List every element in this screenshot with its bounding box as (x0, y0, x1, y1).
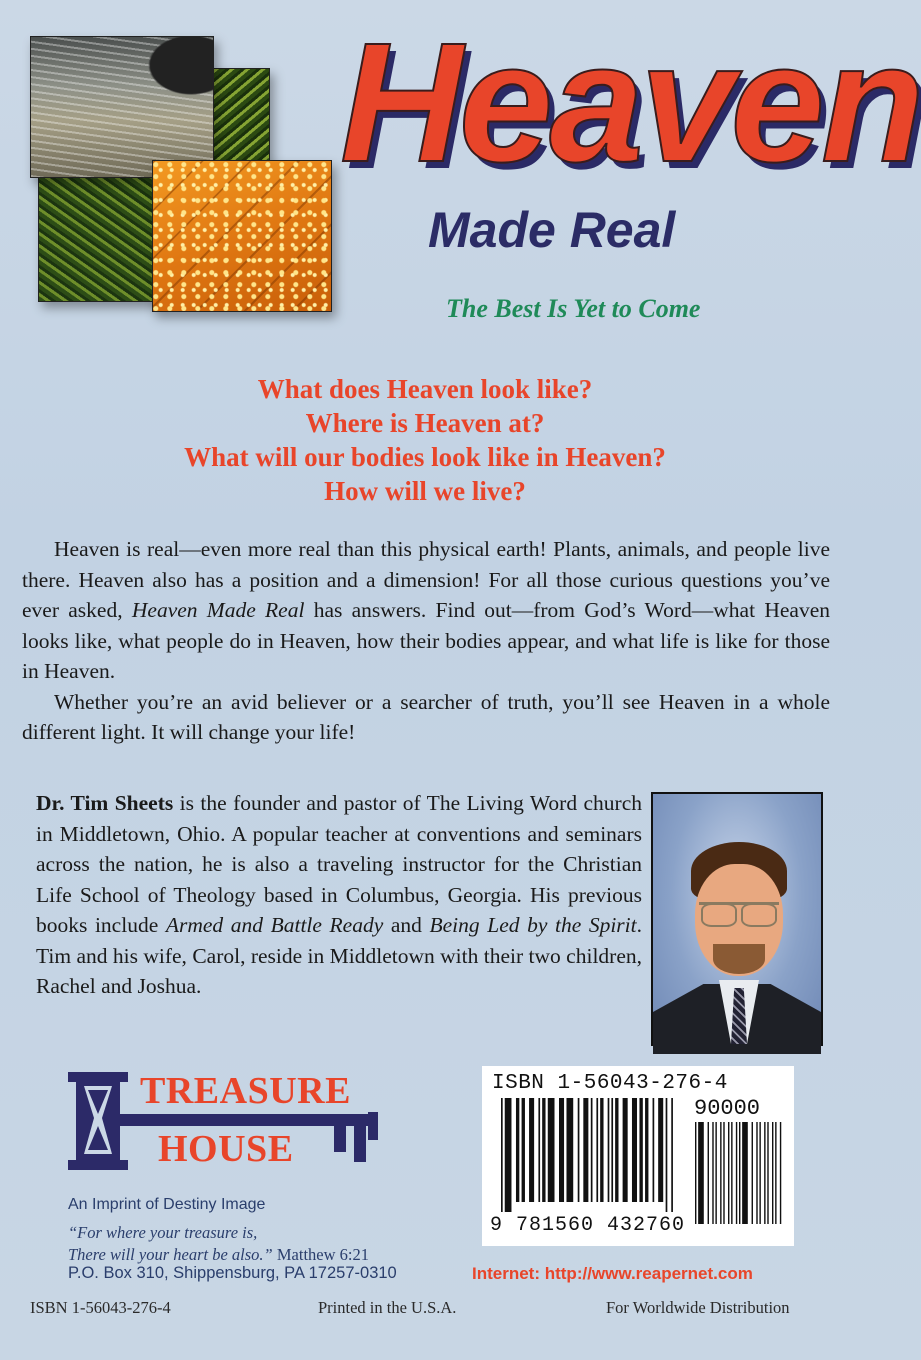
barcode-bar (764, 1122, 765, 1224)
publisher-logo-house: HOUSE (158, 1128, 294, 1170)
barcode-bar (501, 1098, 503, 1212)
barcode-bar (731, 1122, 732, 1224)
barcode-bar (529, 1098, 534, 1202)
question: What does Heaven look like? (257, 374, 593, 404)
description-text: Heaven is real—even more real than this physical earth! Plants, animals, and people live there. Heaven also has a position and a dimension! For all those curious questions you’ve ever asked, (22, 537, 830, 622)
barcode-bar (608, 1098, 610, 1202)
quote-reference: Matthew 6:21 (272, 1245, 369, 1264)
barcode-bar (542, 1098, 545, 1202)
barcode-bar (698, 1122, 704, 1224)
barcode-bar (728, 1122, 729, 1224)
bio-text: and (383, 913, 430, 937)
barcode-bar (615, 1098, 618, 1202)
scripture-quote (68, 1222, 369, 1266)
description-paragraph: Whether you’re an avid believer or a searcher of truth, you’ll see Heaven in a whole different light. It will change your life! (22, 689, 830, 744)
website-url: Internet: http://www.reapernet.com (472, 1264, 753, 1283)
publisher-logo-treasure: TREASURE (140, 1070, 351, 1112)
barcode-bar (538, 1098, 540, 1202)
previous-book-title: Being Led by the Spirit (429, 913, 637, 937)
barcode-bar (736, 1122, 737, 1224)
barcode-bar (715, 1122, 716, 1224)
bio-text: . Tim and his wife, Carol, reside in Middletown with their two children, Rachel and Joshua. (36, 913, 642, 998)
barcode-bar (516, 1098, 519, 1202)
barcode-bar (752, 1122, 753, 1224)
author-photo (651, 792, 823, 1046)
barcode-bar (548, 1098, 555, 1202)
barcode-bar (742, 1122, 748, 1224)
description-paragraph (22, 534, 830, 687)
book-subtitle: Made Real (428, 202, 676, 258)
barcode-bar (600, 1098, 603, 1202)
book-title: Heaven (340, 8, 921, 198)
barcode-bar (671, 1098, 673, 1212)
barcode-bar (775, 1122, 776, 1224)
footer-printed: Printed in the U.S.A. (318, 1298, 457, 1317)
glasses-icon (699, 902, 779, 927)
price-code: 90000 (694, 1096, 761, 1121)
ean-digits: 9 781560 432760 (490, 1214, 686, 1237)
barcode-bar (723, 1122, 724, 1224)
barcode-bar (596, 1098, 598, 1202)
author-beard (713, 944, 765, 974)
barcode-bar (639, 1098, 642, 1202)
barcode-bar (720, 1122, 721, 1224)
barcode-bar (658, 1098, 663, 1202)
barcode-bar (695, 1122, 696, 1224)
addon-barcode (694, 1122, 784, 1234)
barcode-bar (632, 1098, 637, 1202)
barcode-bar (666, 1098, 668, 1212)
barcode-bar (566, 1098, 573, 1202)
footer-isbn: ISBN 1-56043-276-4 (30, 1298, 171, 1317)
ean-barcode (500, 1098, 676, 1212)
question: How will we live? (324, 476, 526, 506)
book-description (22, 534, 830, 748)
quote-line: “For where your treasure is, (68, 1223, 258, 1242)
tagline: The Best Is Yet to Come (446, 294, 701, 323)
barcode-bar (522, 1098, 525, 1202)
barcode-bar (559, 1098, 564, 1202)
barcode-bar (611, 1098, 613, 1202)
barcode-bar (583, 1098, 588, 1202)
barcode-bar (759, 1122, 760, 1224)
question: What will our bodies look like in Heaven? (184, 442, 666, 472)
author-bio (36, 788, 642, 1002)
barcode-bar (712, 1122, 713, 1224)
bio-text: is the founder and pastor of The Living Word church in Middletown, Ohio. A popular teacher at conventions and seminars across the nation, he is also a traveling instructor for the Christian Life School of Theology based in Columbus, Georgia. His previous books include (36, 791, 642, 937)
barcode-bar (780, 1122, 781, 1224)
previous-book-title: Armed and Battle Ready (165, 913, 384, 937)
footer-distribution: For Worldwide Distribution (606, 1298, 790, 1317)
barcode-bar (591, 1098, 593, 1202)
gold-street-photo (152, 160, 332, 312)
waterfall-photo (30, 36, 214, 178)
imprint-line: An Imprint of Destiny Image (68, 1196, 266, 1213)
barcode-bar (739, 1122, 740, 1224)
book-title-reference: Heaven Made Real (131, 598, 305, 622)
author-name: Dr. Tim Sheets (36, 791, 174, 815)
question-list (0, 372, 850, 508)
question: Where is Heaven at? (305, 408, 545, 438)
barcode-bar (708, 1122, 709, 1224)
barcode-bar (505, 1098, 512, 1212)
barcode-bar (767, 1122, 768, 1224)
barcode-bar (623, 1098, 628, 1202)
barcode-isbn: ISBN 1-56043-276-4 (492, 1072, 728, 1095)
description-text: has answers. Find out—from God’s Word—what Heaven looks like, what people do in Heaven, how their bodies appear, and what life is like for those in Heaven. (22, 598, 830, 683)
barcode-bar (653, 1098, 655, 1202)
publisher-address: P.O. Box 310, Shippensburg, PA 17257-0310 (68, 1264, 397, 1282)
barcode-bar (772, 1122, 773, 1224)
barcode-bar (645, 1098, 648, 1202)
quote-line: There will your heart be also.” (68, 1245, 273, 1264)
barcode-bar (756, 1122, 757, 1224)
barcode-bar (578, 1098, 580, 1202)
